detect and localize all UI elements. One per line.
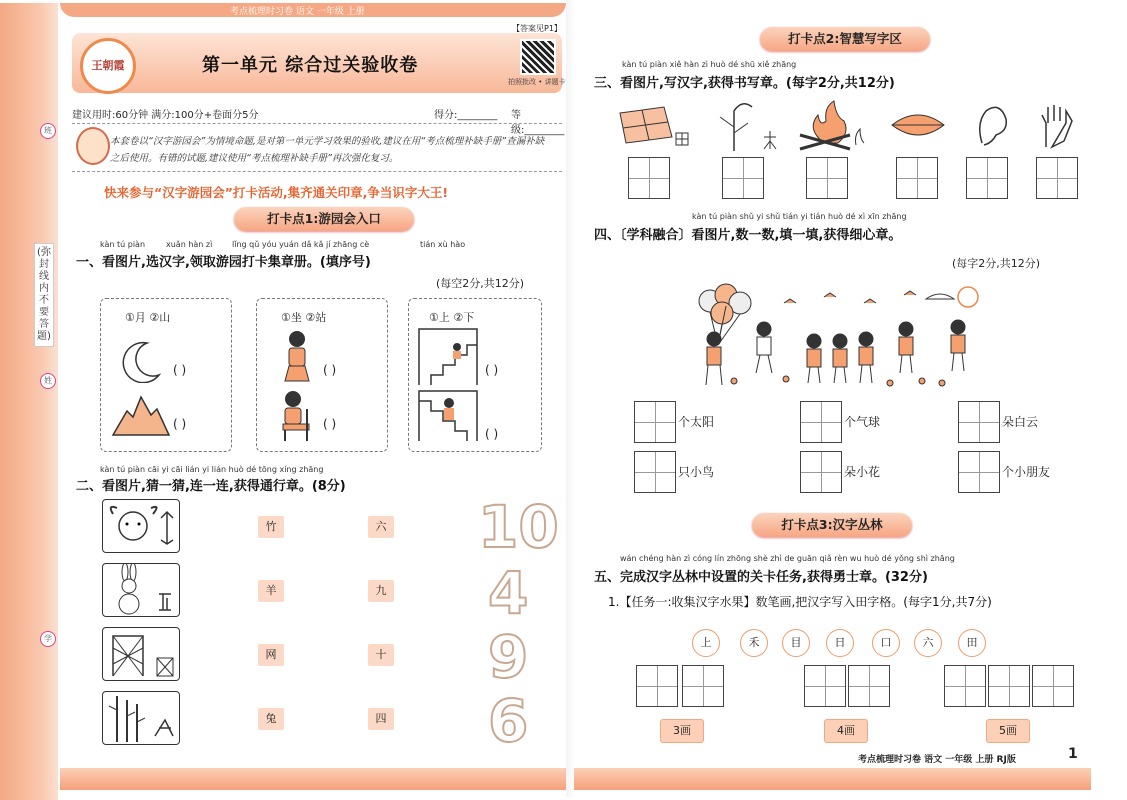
q1-group-sit-stand <box>256 298 388 452</box>
gutter-mark-class: 班 <box>40 123 56 139</box>
char-tag-ten[interactable]: 十 <box>368 644 394 666</box>
footer-text: 考点梳理时习卷 语文 一年级 上册 RJ版 <box>858 755 1016 765</box>
divider <box>72 171 562 172</box>
q1-options: ①上 ②下 <box>429 311 475 324</box>
answer-blank[interactable]: ( ) <box>323 417 337 431</box>
sheep-icon <box>103 500 179 552</box>
q4-score: (每字2分,共12分) <box>952 257 1041 270</box>
bottom-band <box>574 768 1091 790</box>
char-tag-rabbit[interactable]: 兔 <box>258 708 284 730</box>
answer-blank[interactable]: ( ) <box>323 363 337 377</box>
q1-score: (每空2分,共12分) <box>436 277 525 290</box>
q1-options: ①月 ②山 <box>125 311 171 324</box>
stairs-icon <box>417 325 481 445</box>
sitting-child-icon <box>277 389 317 443</box>
number-six[interactable]: 6 <box>488 687 529 755</box>
fruit-char[interactable]: 口 <box>872 629 900 657</box>
rabbit-icon <box>103 564 179 616</box>
left-page <box>0 3 568 793</box>
writing-grid[interactable] <box>722 157 764 199</box>
item-kids: 个小朋友 <box>1002 465 1051 479</box>
intro-text: 本套卷以“汉字游园会”为情境命题,是对第一单元学习效果的验收,建议在用“考点梳理补缺手册”查漏补缺之后使用。有错的试题,建议使用“考点梳理补缺手册”再次强化复习。 <box>110 136 545 164</box>
checkpoint-2-banner: 打卡点2:智慧写字区 <box>760 27 930 51</box>
task-1: 1.【任务一:收集汉字水果】数笔画,把汉字写入田字格。(每字1分,共7分) <box>608 595 992 609</box>
bottom-band <box>60 768 566 790</box>
fruit-char[interactable]: 上 <box>692 629 720 657</box>
time-and-score: 建议用时:60分钟 满分:100分+卷面分5分 <box>72 110 259 121</box>
rice-icon <box>714 97 784 153</box>
park-scene-icon <box>694 273 994 393</box>
sheep-picture[interactable] <box>102 499 180 553</box>
char-tag-four[interactable]: 四 <box>368 708 394 730</box>
fruit-char[interactable]: 禾 <box>740 629 768 657</box>
char-tag-six[interactable]: 六 <box>368 516 394 538</box>
q2-pinyin: kàn tú piàn cāi yi cāi lián yi lián huò dé tōng xíng zhāng <box>100 465 324 474</box>
char-tag-sheep[interactable]: 羊 <box>258 580 284 602</box>
number-ten[interactable]: 10 <box>478 493 559 561</box>
slogan: 快来参与“汉字游园会”打卡活动,集齐通关印章,争当识字大王! <box>104 185 449 200</box>
exam-header <box>72 33 566 93</box>
publisher-logo: 王朝霞 <box>80 38 136 94</box>
char-tag-nine[interactable]: 九 <box>368 580 394 602</box>
checkpoint-3-banner: 打卡点3:汉字丛林 <box>752 513 912 537</box>
question-4: 四、〔学科融合〕看图片,数一数,填一填,获得细心章。 <box>594 228 902 243</box>
stroke-grid[interactable] <box>804 665 846 707</box>
writing-grid[interactable] <box>896 157 938 199</box>
q1-options: ①坐 ②站 <box>281 311 327 324</box>
q1-pinyin: kàn tú piàn <box>100 240 146 249</box>
count-grid-flower[interactable] <box>800 451 842 493</box>
divider <box>72 123 562 124</box>
hand-icon <box>1036 101 1076 151</box>
answer-blank[interactable]: ( ) <box>485 363 499 377</box>
item-balloon: 个气球 <box>844 415 881 429</box>
student-avatar-icon <box>76 127 110 165</box>
stroke-grid[interactable] <box>944 665 986 707</box>
ear-icon <box>972 103 1012 149</box>
q1-group-moon-mountain <box>100 298 232 452</box>
q3-pinyin: kàn tú piàn xiě hàn zì huò dé shū xiě zhāng <box>622 60 797 69</box>
q1-pinyin: lǐng qǔ yóu yuán dǎ kǎ jí zhāng cè <box>232 240 370 249</box>
answer-blank[interactable]: ( ) <box>173 417 187 431</box>
q1-pinyin: xuǎn hàn zì <box>166 240 213 249</box>
count-grid-kids[interactable] <box>958 451 1000 493</box>
page-number: 1 <box>1068 746 1078 762</box>
gutter-mark-name: 姓 <box>40 373 56 389</box>
top-strip: 考点梳理时习卷 语文 一年级 上册 <box>60 3 566 17</box>
q1-group-up-down <box>408 298 542 452</box>
standing-child-icon <box>279 329 315 385</box>
answer-blank[interactable]: ( ) <box>485 427 499 441</box>
number-nine[interactable]: 9 <box>488 623 529 691</box>
answer-reference: 【答案见P1】 <box>512 24 562 33</box>
checkpoint-1-banner: 打卡点1:游园会入口 <box>234 207 414 231</box>
writing-grid[interactable] <box>806 157 848 199</box>
item-cloud: 朵白云 <box>1002 415 1039 429</box>
q4-pinyin: kàn tú piàn shǔ yi shǔ tián yi tián huò dé xì xīn zhāng <box>692 212 907 221</box>
right-page <box>574 3 1091 793</box>
bamboo-picture[interactable] <box>102 691 180 745</box>
question-5: 五、完成汉字丛林中设置的关卡任务,获得勇士章。(32分) <box>594 570 928 585</box>
fruit-char[interactable]: 日 <box>826 629 854 657</box>
question-1: 一、看图片,选汉字,领取游园打卡集章册。(填序号) <box>76 255 371 270</box>
item-flower: 朵小花 <box>844 465 881 479</box>
qr-caption: 拍照批改 • 讲题卡 <box>508 78 566 86</box>
gutter-warning: (弥封线内不要答题) <box>34 243 54 347</box>
rabbit-picture[interactable] <box>102 563 180 617</box>
stroke-label-5: 5画 <box>986 719 1030 743</box>
score-field[interactable]: 得分:________ <box>434 110 498 121</box>
net-picture[interactable] <box>102 627 180 681</box>
fruit-char[interactable]: 目 <box>782 629 810 657</box>
stroke-grid[interactable] <box>682 665 724 707</box>
fruit-char[interactable]: 六 <box>914 629 942 657</box>
writing-grid[interactable] <box>1036 157 1078 199</box>
mouth-icon <box>888 111 948 143</box>
grade-field[interactable]: 等级:________ <box>511 110 565 136</box>
page-title: 第一单元 综合过关验收卷 <box>202 55 419 76</box>
question-3: 三、看图片,写汉字,获得书写章。(每字2分,共12分) <box>594 76 895 91</box>
net-icon <box>103 628 179 680</box>
item-sun: 个太阳 <box>678 415 715 429</box>
stroke-grid[interactable] <box>1032 665 1074 707</box>
fruit-char[interactable]: 田 <box>958 629 986 657</box>
answer-blank[interactable]: ( ) <box>173 363 187 377</box>
q5-pinyin: wán chéng hàn zì cóng lín zhōng shè zhì de guān qiǎ rèn wu huò dé yǒng shì zhāng <box>620 554 955 563</box>
count-grid-balloon[interactable] <box>800 401 842 443</box>
fire-icon <box>794 99 868 153</box>
count-grid-bird[interactable] <box>634 451 676 493</box>
moon-icon <box>117 339 163 383</box>
binding-gutter <box>0 3 58 800</box>
mountain-icon <box>111 393 171 437</box>
stroke-label-4: 4画 <box>824 719 868 743</box>
stroke-grid[interactable] <box>848 665 890 707</box>
question-2: 二、看图片,猜一猜,连一连,获得通行章。(8分) <box>76 479 346 494</box>
writing-grid[interactable] <box>628 157 670 199</box>
char-tag-net[interactable]: 网 <box>258 644 284 666</box>
count-grid-sun[interactable] <box>634 401 676 443</box>
char-tag-bamboo[interactable]: 竹 <box>258 516 284 538</box>
stroke-label-3: 3画 <box>660 719 704 743</box>
count-grid-cloud[interactable] <box>958 401 1000 443</box>
item-bird: 只小鸟 <box>678 465 715 479</box>
q1-pinyin: tián xù hào <box>420 240 466 249</box>
stroke-grid[interactable] <box>988 665 1030 707</box>
writing-grid[interactable] <box>966 157 1008 199</box>
stroke-grid[interactable] <box>636 665 678 707</box>
field-icon <box>616 103 692 153</box>
number-four[interactable]: 4 <box>488 559 529 627</box>
gutter-mark-school: 学 <box>40 631 56 647</box>
bamboo-icon <box>103 692 179 744</box>
qr-code-icon[interactable] <box>520 39 556 75</box>
